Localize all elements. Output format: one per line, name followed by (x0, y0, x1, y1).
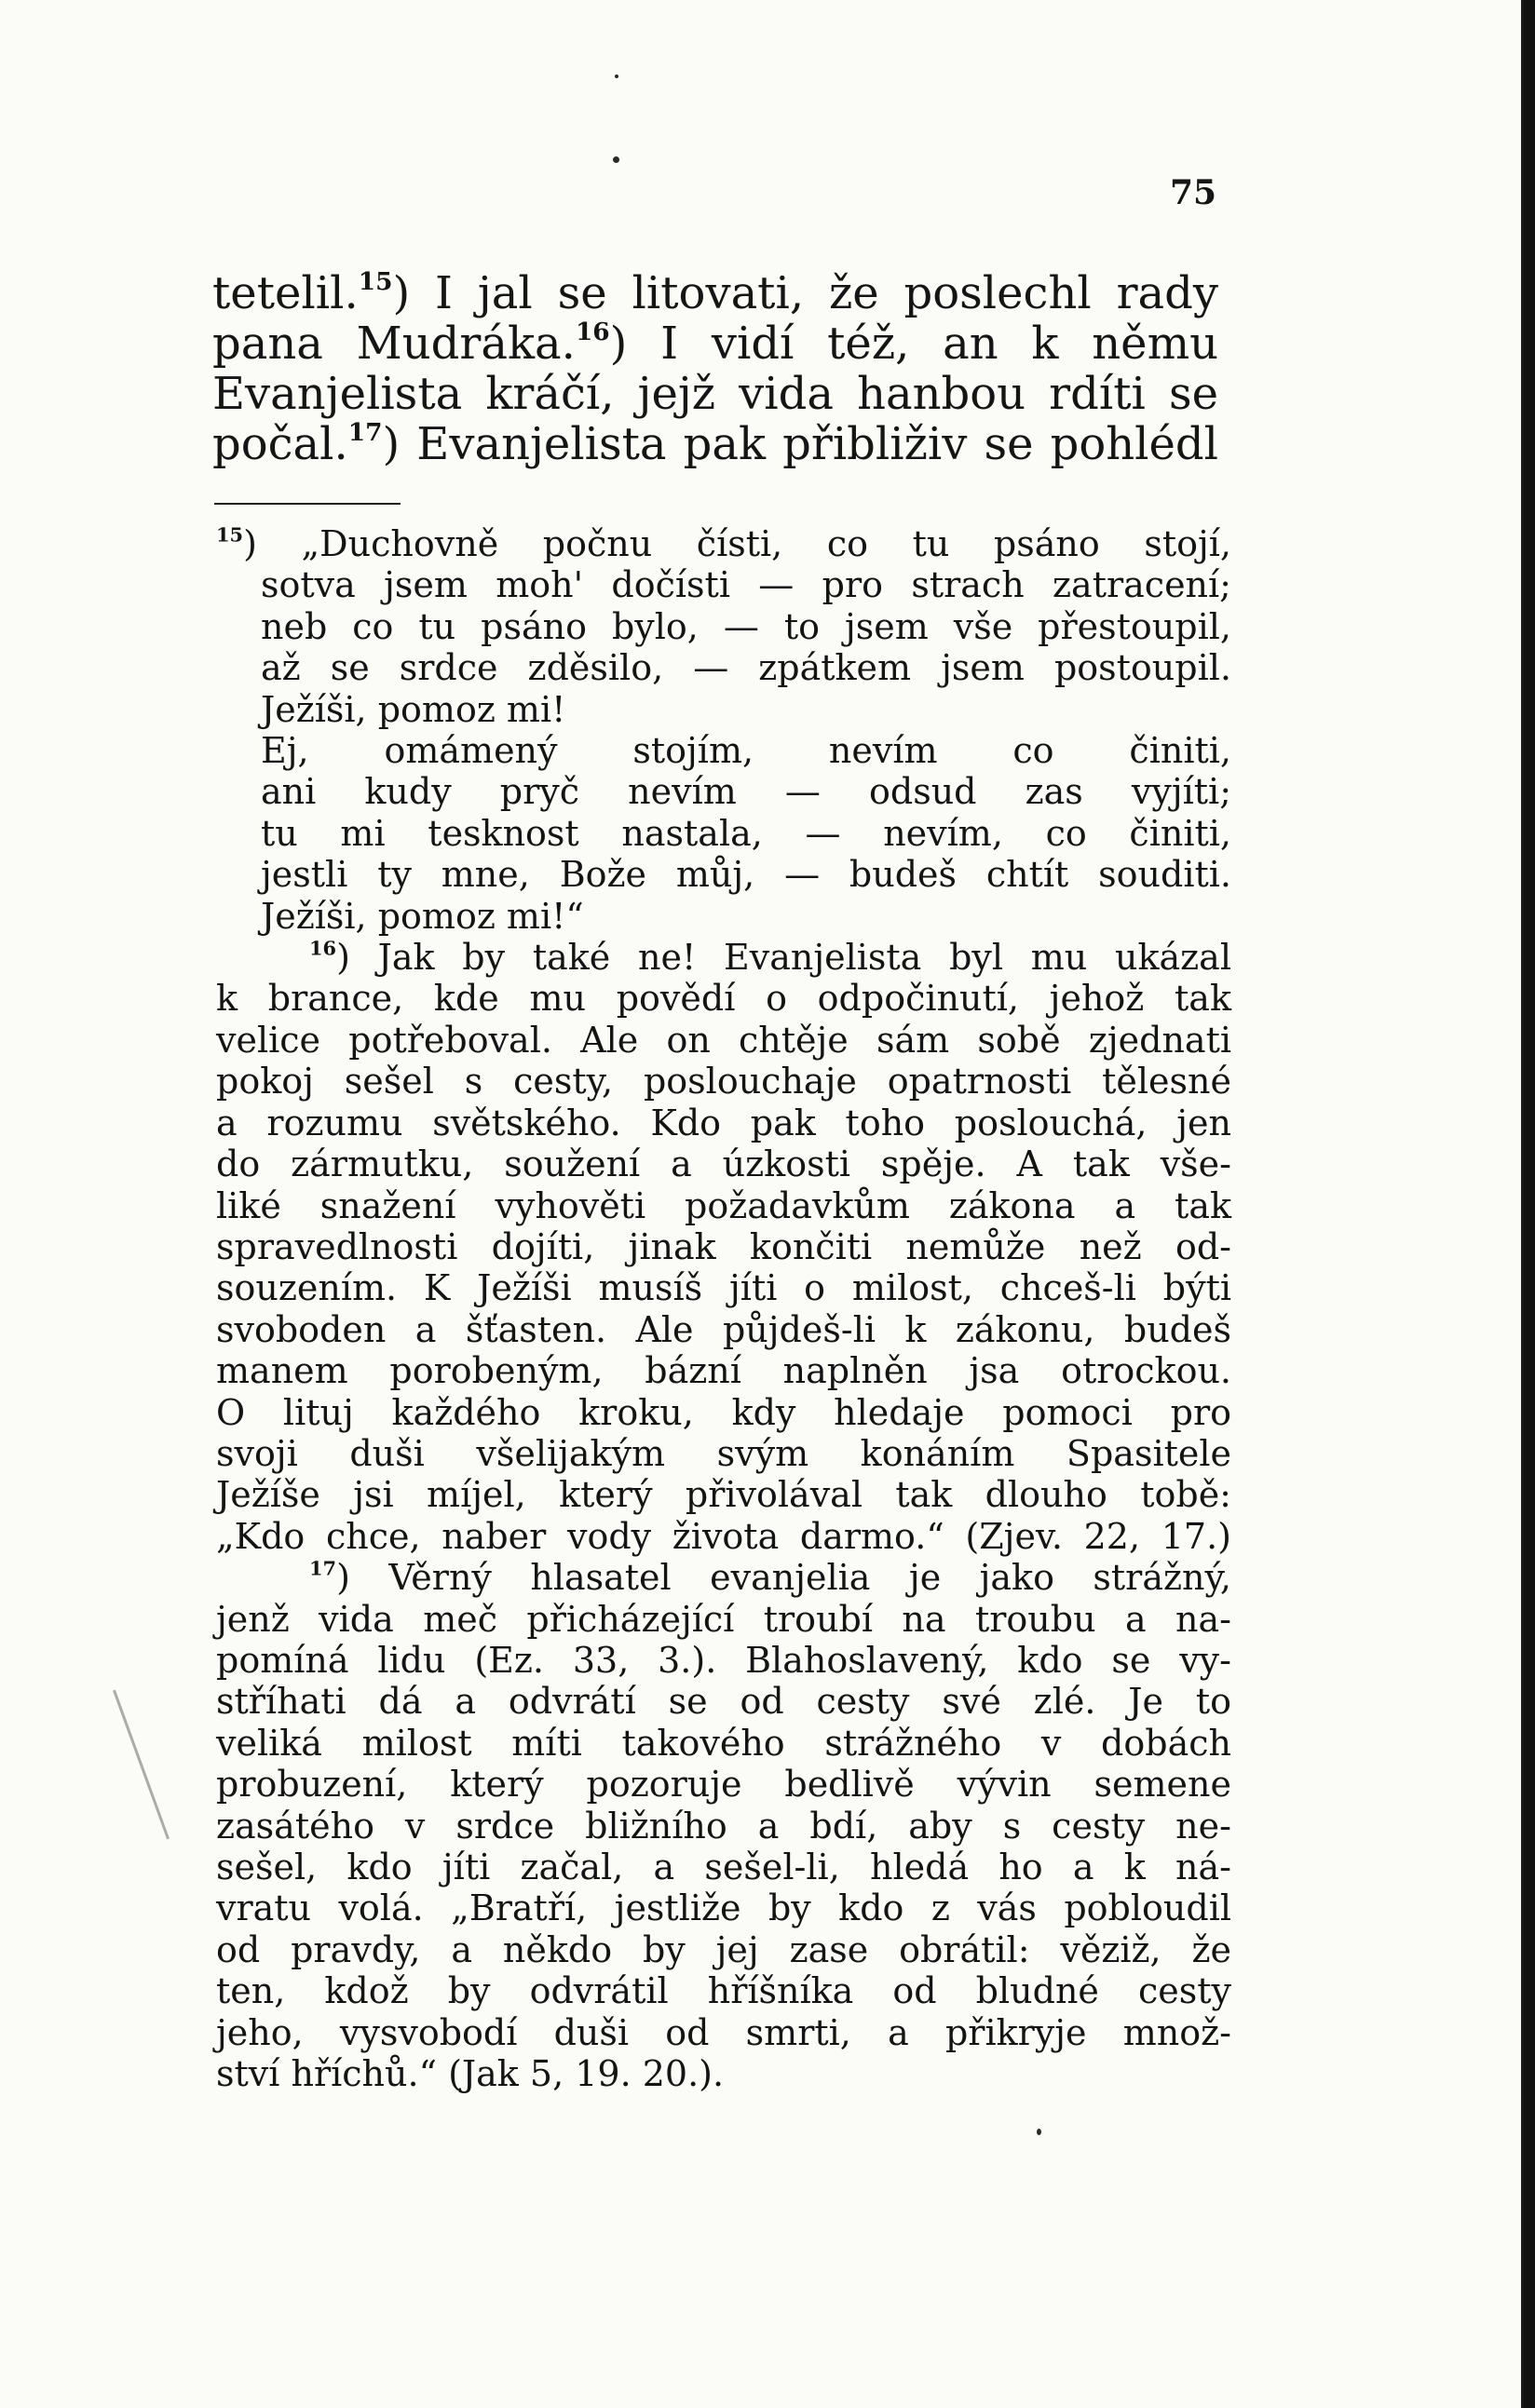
footnote-line (216, 1557, 1231, 1598)
footnote-line: sotva jsem moh' dočísti — pro strach zatracení; (261, 564, 1231, 606)
footnote-line: do zármutku, soužení a úzkosti spěje. A tak vše- (216, 1143, 1231, 1185)
footnote-ref: 17 (347, 418, 383, 448)
footnote-line: Ježíši, pomoz mi!“ (261, 895, 584, 937)
scan-speck (613, 156, 619, 163)
footnote-line: liké snažení vyhověti požadavkům zákona a tak (216, 1184, 1231, 1226)
footnote-line: až se srdce zděsilo, — zpátkem jsem postoupil. (261, 647, 1231, 689)
main-line-text: ) I jal se litovati, že poslechl rady (392, 267, 1218, 319)
footnote-marker: 16 (309, 936, 337, 960)
footnote-line: veliká milost míti takového strážného v dobách (216, 1722, 1231, 1764)
footnote-line: manem porobeným, bázní naplněn jsa otrockou. (216, 1350, 1231, 1392)
footnote-line: neb co tu psáno bylo, — to jsem vše přestoupil, (261, 605, 1231, 647)
footnote-marker: 15 (216, 522, 244, 547)
footnote-separator (214, 503, 401, 505)
footnote-line: jenž vida meč přicházející troubí na troubu a na- (216, 1598, 1231, 1640)
scan-speck (615, 74, 618, 78)
footnote-line: zasátého v srdce bližního a bdí, aby s cesty ne- (216, 1805, 1231, 1847)
page-number: 75 (1170, 173, 1217, 212)
footnote-line: ani kudy pryč nevím — odsud zas vyjíti; (261, 771, 1231, 813)
footnote-ref: 15 (358, 267, 393, 297)
scan-edge (1524, 0, 1535, 2408)
footnote-line: jeho, vysvobodí duši od smrti, a přikryje množ- (216, 2011, 1231, 2053)
footnote-line: souzením. K Ježíši musíš jíti o milost, chceš-li býti (216, 1267, 1231, 1309)
main-line-text: ) I vidí též, an k němu (609, 318, 1218, 370)
footnote-line: svoboden a šťasten. Ale půjdeš-li k zákonu, budeš (216, 1308, 1231, 1350)
footnote-line: ten, kdož by odvrátil hříšníka od bludné cesty (216, 1970, 1231, 2012)
margin-mark (113, 1690, 170, 1840)
main-line-text: pana Mudráka. (212, 318, 576, 370)
footnote-text: ) Věrný hlasatel evanjelia je jako strážný, (336, 1557, 1231, 1599)
footnote-line: svoji duši všelijakým svým konáním Spasitele (216, 1432, 1231, 1474)
footnote-line: tu mi tesknost nastala, — nevím, co činiti, (261, 812, 1231, 854)
footnote-line: Ej, omámený stojím, nevím co činiti, (261, 730, 1231, 772)
footnote-line: k brance, kde mu povědí o odpočinutí, jehož tak (216, 978, 1231, 1020)
footnote-text: ) „Duchovně počnu čísti, co tu psáno stojí, (243, 523, 1231, 564)
main-line (212, 419, 1218, 469)
footnote-line: „Kdo chce, naber vody života darmo.“ (Zjev. 22, 17.) (216, 1515, 1231, 1557)
main-line (212, 369, 1218, 419)
footnotes (216, 523, 1231, 2094)
main-line-text: Evanjelista kráčí, jejž vida hanbou rdíti se (212, 368, 1218, 420)
main-line (212, 318, 1218, 369)
footnote-line: O lituj každého kroku, kdy hledaje pomoci pro (216, 1391, 1231, 1433)
main-line-text: počal. (212, 418, 348, 470)
scan-speck (1037, 2129, 1041, 2135)
footnote-line: spravedlnosti dojíti, jinak končiti nemůže než od- (216, 1225, 1231, 1267)
footnote-line (216, 523, 1231, 564)
footnote-line: vratu volá. „Bratří, jestliže by kdo z vás pobloudil (216, 1887, 1231, 1929)
footnote-line: ství hříchů.“ (Jak 5, 19. 20.). (216, 2053, 725, 2095)
footnote-line: jestli ty mne, Bože můj, — budeš chtít souditi. (261, 854, 1231, 896)
footnote-line: a rozumu světského. Kdo pak toho poslouchá, jen (216, 1102, 1231, 1143)
footnote-line: Ježíše jsi míjel, který přivolával tak dlouho tobě: (216, 1474, 1231, 1516)
footnote-line (216, 937, 1231, 978)
footnote-line: pokoj sešel s cesty, poslouchaje opatrnosti tělesné (216, 1061, 1231, 1103)
footnote-line: probuzení, který pozoruje bedlivě vývin semene (216, 1764, 1231, 1806)
footnote-ref: 16 (575, 318, 610, 347)
footnote-line: sešel, kdo jíti začal, a sešel-li, hledá ho a k ná- (216, 1847, 1231, 1887)
footnote-line: stříhati dá a odvrátí se od cesty své zlé. Je to (216, 1681, 1231, 1723)
main-line-text: tetelil. (212, 267, 359, 319)
footnote-line: pomíná lidu (Ez. 33, 3.). Blahoslavený, kdo se vy- (216, 1639, 1231, 1681)
main-line-text: ) Evanjelista pak přibliživ se pohlédl (382, 418, 1218, 470)
footnote-line: Ježíši, pomoz mi! (261, 688, 566, 730)
footnote-line: velice potřeboval. Ale on chtěje sám sobě zjednati (216, 1019, 1231, 1061)
footnote-line: od pravdy, a někdo by jej zase obrátil: věziž, že (216, 1928, 1231, 1970)
footnote-marker: 17 (309, 1556, 337, 1580)
footnote-text: ) Jak by také ne! Evanjelista byl mu ukázal (336, 937, 1231, 979)
main-text (212, 268, 1218, 469)
main-line (212, 268, 1218, 318)
